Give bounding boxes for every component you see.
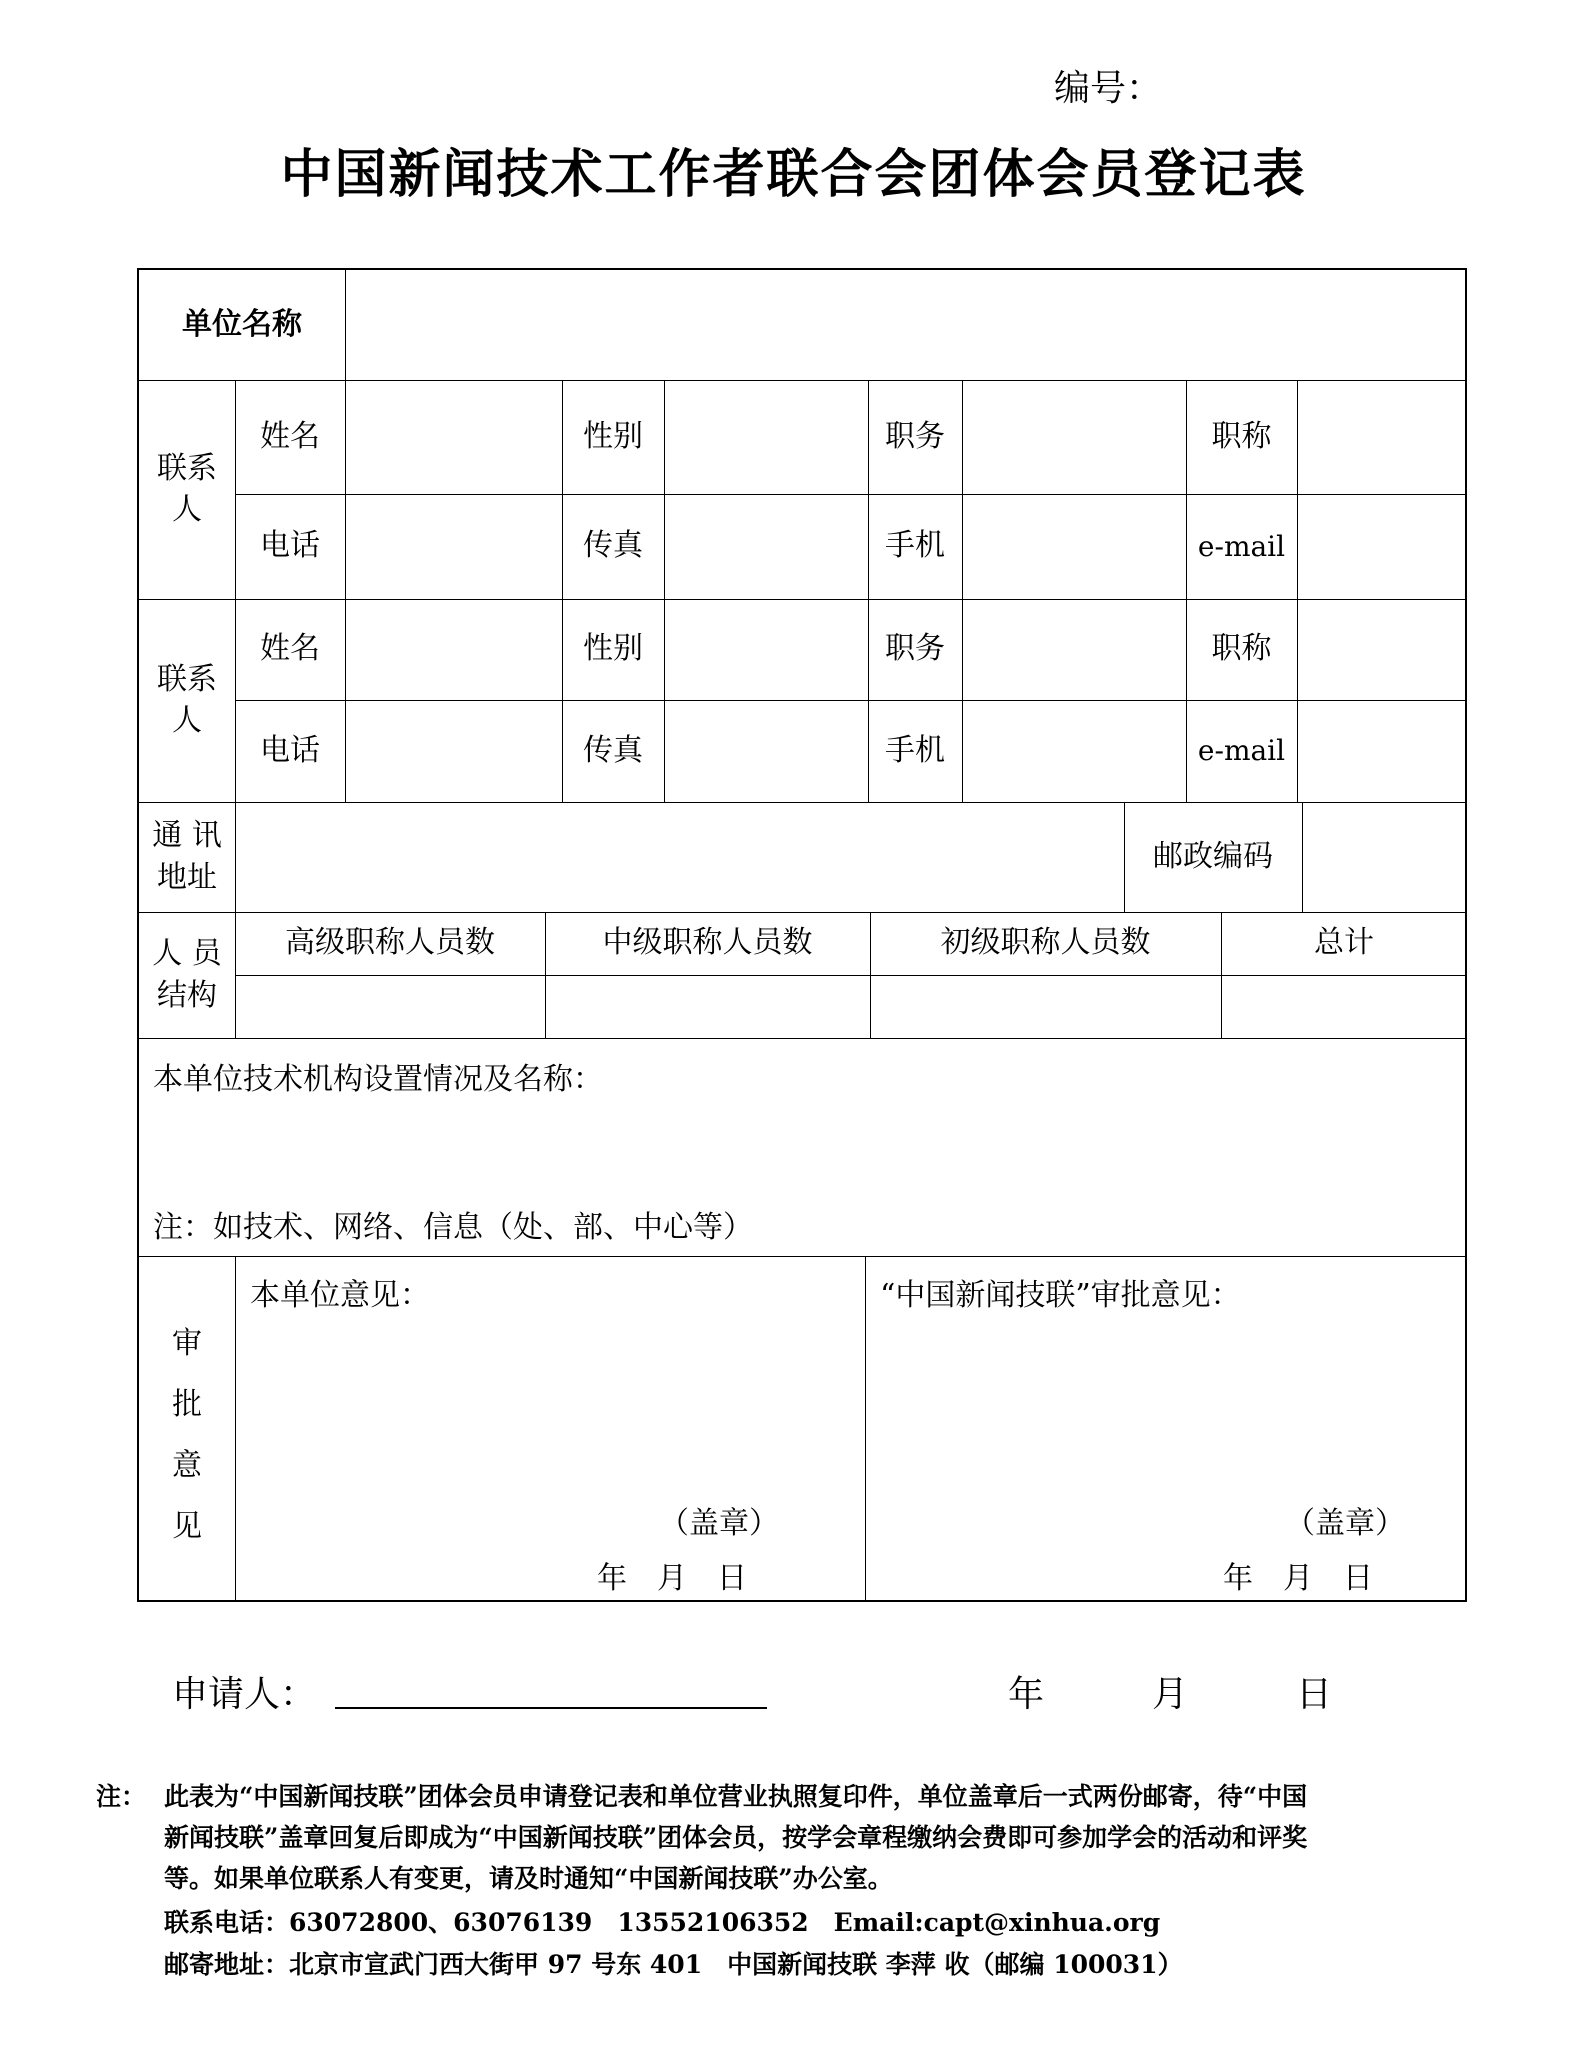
contact2-fax-label: 传真 [583, 732, 643, 768]
address-field[interactable] [237, 804, 1122, 910]
footnote-line-1: 此表为“中国新闻技联”团体会员申请登记表和单位营业执照复印件，单位盖章后一式两份邮寄，待“中国 [164, 1782, 1308, 1811]
capt-opinion-label: “中国新闻技联”审批意见： [880, 1278, 1241, 1313]
middle-staff-field[interactable] [547, 977, 868, 1036]
contact2-name-field[interactable] [347, 601, 560, 698]
contact2-title-label: 职称 [1211, 631, 1272, 667]
registration-form-table [137, 268, 1467, 1602]
contact1-email-label: e-mail [1197, 529, 1286, 563]
address-label: 通 讯 地址 [152, 818, 222, 895]
contact1-mobile-field[interactable] [964, 496, 1184, 597]
contact2-email-label: e-mail [1197, 734, 1286, 768]
unit-name-field[interactable] [347, 272, 1465, 378]
contact2-email-field[interactable] [1299, 702, 1465, 800]
capt-seal-label: （盖章） [1285, 1506, 1405, 1541]
contact-person-1-label: 联系 人 [157, 451, 217, 527]
contact1-email-field[interactable] [1299, 496, 1465, 597]
contact2-position-label: 职务 [885, 631, 945, 667]
unit-opinion-field[interactable] [237, 1316, 863, 1466]
applicant-signature-line[interactable] [335, 1707, 767, 1709]
contact2-fax-field[interactable] [666, 702, 866, 800]
tech-org-note: 注：如技术、网络、信息（处、部、中心等） [153, 1210, 753, 1245]
contact1-name-field[interactable] [347, 382, 560, 492]
approval-label-char-3: 意 [172, 1448, 202, 1483]
mailing-address-line: 邮寄地址：北京市宣武门西大街甲 97 号东 401 中国新闻技联 李萍 收（邮编 100031） [164, 1950, 1183, 1979]
contact2-name-label: 姓名 [260, 631, 320, 667]
applicant-label: 申请人： [172, 1674, 317, 1715]
contact1-fax-label: 传真 [583, 528, 643, 564]
contact2-phone-label: 电话 [260, 732, 320, 768]
capt-date-label: 年 月 日 [1223, 1561, 1373, 1596]
tech-org-label: 本单位技术机构设置情况及名称： [153, 1062, 603, 1097]
contact1-position-label: 职务 [885, 418, 945, 454]
contact1-phone-field[interactable] [347, 496, 560, 597]
postcode-field[interactable] [1304, 804, 1465, 910]
contact1-gender-field[interactable] [666, 382, 866, 492]
contact1-phone-label: 电话 [260, 528, 320, 564]
postcode-label: 邮政编码 [1153, 838, 1273, 874]
junior-staff-field[interactable] [872, 977, 1219, 1036]
tech-org-field[interactable] [141, 1100, 1465, 1200]
contact2-mobile-field[interactable] [964, 702, 1184, 800]
approval-label-char-1: 审 [172, 1326, 202, 1361]
contact2-position-field[interactable] [964, 601, 1184, 698]
unit-date-label: 年 月 日 [597, 1561, 747, 1596]
serial-number-label: 编号： [1054, 68, 1163, 109]
contact1-name-label: 姓名 [260, 418, 320, 454]
contact1-title-field[interactable] [1299, 382, 1465, 492]
footnote-line-3: 等。如果单位联系人有变更，请及时通知“中国新闻技联”办公室。 [164, 1864, 893, 1893]
approval-label-char-2: 批 [172, 1387, 202, 1422]
contact2-gender-label: 性别 [583, 631, 643, 667]
page-title: 中国新闻技术工作者联合会团体会员登记表 [280, 144, 1307, 205]
contact1-gender-label: 性别 [583, 418, 643, 454]
contact1-position-field[interactable] [964, 382, 1184, 492]
contact1-mobile-label: 手机 [885, 528, 945, 564]
contact1-fax-field[interactable] [666, 496, 866, 597]
staff-structure-label: 人 员 结构 [152, 936, 222, 1013]
contact2-mobile-label: 手机 [885, 732, 945, 768]
contact1-title-label: 职称 [1211, 418, 1272, 454]
footnote-line-2: 新闻技联”盖章回复后即成为“中国新闻技联”团体会员，按学会章程缴纳会费即可参加学会的活动和评奖 [164, 1823, 1308, 1852]
senior-staff-field[interactable] [237, 977, 543, 1036]
unit-name-label: 单位名称 [182, 306, 302, 342]
total-staff-label: 总计 [1314, 925, 1374, 961]
junior-staff-label: 初级职称人员数 [940, 925, 1151, 961]
unit-opinion-label: 本单位意见： [250, 1278, 430, 1313]
middle-staff-label: 中级职称人员数 [602, 925, 813, 961]
footnote-prefix: 注： [96, 1782, 147, 1811]
contact2-gender-field[interactable] [666, 601, 866, 698]
contact2-phone-field[interactable] [347, 702, 560, 800]
contact2-title-field[interactable] [1299, 601, 1465, 698]
total-staff-field[interactable] [1223, 977, 1465, 1036]
unit-seal-label: （盖章） [659, 1506, 779, 1541]
applicant-date: 年 月 日 [1008, 1674, 1333, 1715]
contact-person-2-label: 联系 人 [157, 662, 217, 738]
capt-opinion-field[interactable] [867, 1316, 1465, 1466]
senior-staff-label: 高级职称人员数 [285, 925, 495, 961]
approval-label-char-4: 见 [172, 1509, 202, 1544]
contact-info-line: 联系电话：63072800、63076139 13552106352 Email:capt@xinhua.org [164, 1908, 1161, 1937]
